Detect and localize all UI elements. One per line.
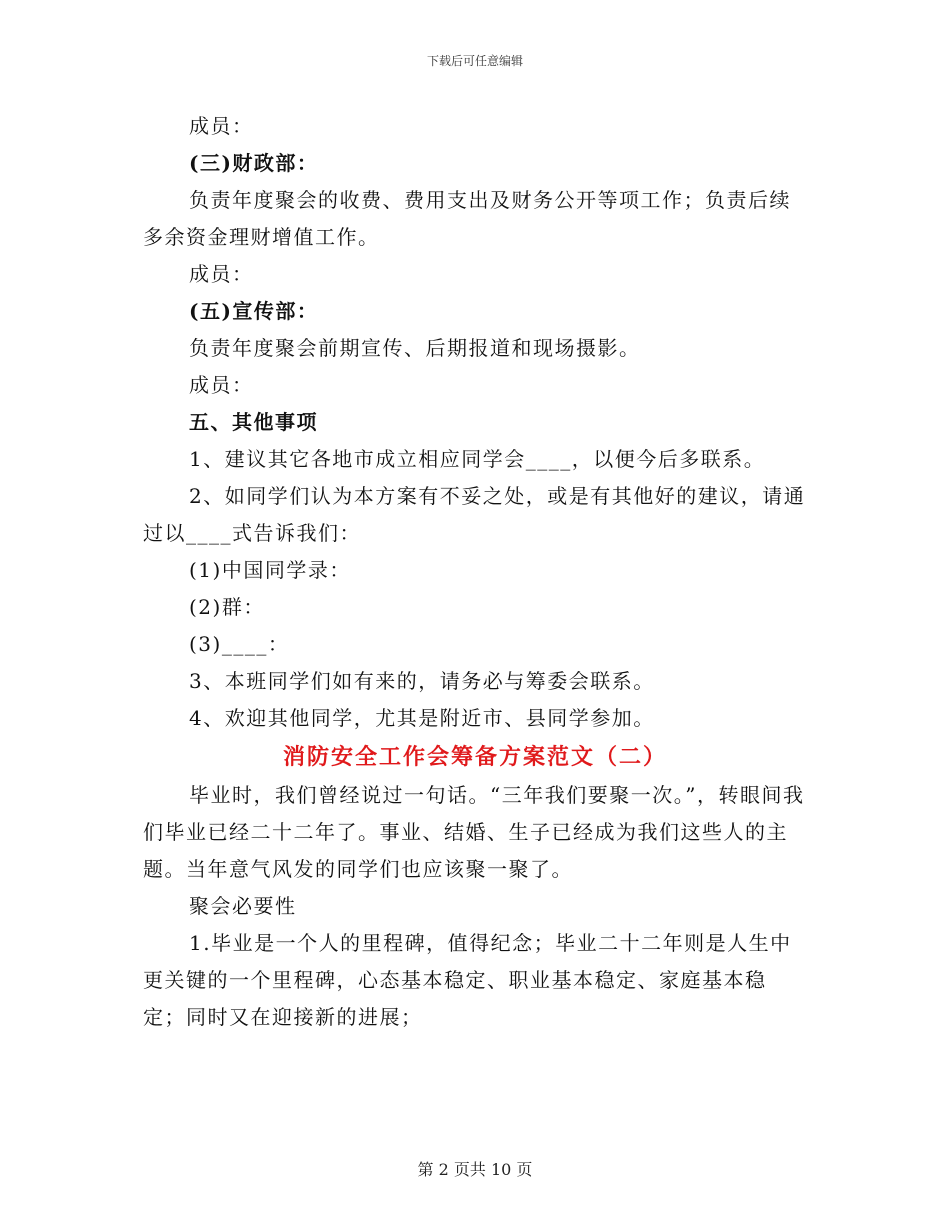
sub-item-3: (3)____：	[189, 632, 290, 656]
section-heading-other: 五、其他事项	[189, 410, 318, 434]
paragraph-members-1: 成员：	[189, 114, 254, 138]
list-item-4: 4、欢迎其他同学，尤其是附近市、县同学参加。	[189, 706, 655, 730]
section-heading-finance: (三)财政部：	[189, 151, 319, 175]
page-footer: 第 2 页共 10 页	[417, 1160, 533, 1179]
paragraph-publicity-duty: 负责年度聚会前期宣传、后期报道和现场摄影。	[189, 336, 641, 360]
document-body	[143, 108, 807, 1036]
list-item-1: 1、建议其它各地市成立相应同学会____，以便今后多联系。	[189, 447, 766, 471]
paragraph-finance-duty: 负责年度聚会的收费、费用支出及财务公开等项工作；负责后续多余资金理财增值工作。	[143, 188, 791, 249]
sub-item-1: (1)中国同学录：	[189, 558, 351, 582]
paragraph-members-3: 成员：	[189, 373, 254, 397]
section-heading-publicity: (五)宣传部：	[189, 299, 319, 323]
paragraph-members-2: 成员：	[189, 262, 254, 286]
sub-item-2: (2)群：	[189, 595, 265, 619]
list-item-3: 3、本班同学们如有来的，请务必与筹委会联系。	[189, 669, 655, 693]
paragraph-necessity-heading: 聚会必要性	[189, 894, 297, 918]
paragraph-intro: 毕业时，我们曾经说过一句话。“三年我们要聚一次。”，转眼间我们毕业已经二十二年了。事业、结婚、生子已经成为我们这些人的主题。当年意气风发的同学们也应该聚一聚了。	[143, 783, 805, 881]
paragraph-necessity-1: 1.毕业是一个人的里程碑，值得纪念；毕业二十二年则是人生中更关键的一个里程碑，心态基本稳定、职业基本稳定、家庭基本稳定；同时又在迎接新的进展；	[143, 931, 792, 1029]
list-item-2: 2、如同学们认为本方案有不妥之处，或是有其他好的建议，请通过以____式告诉我们：	[143, 484, 806, 545]
header-note: 下载后可任意编辑	[426, 54, 523, 68]
document-title-2: 消防安全工作会筹备方案范文（二）	[282, 744, 667, 770]
